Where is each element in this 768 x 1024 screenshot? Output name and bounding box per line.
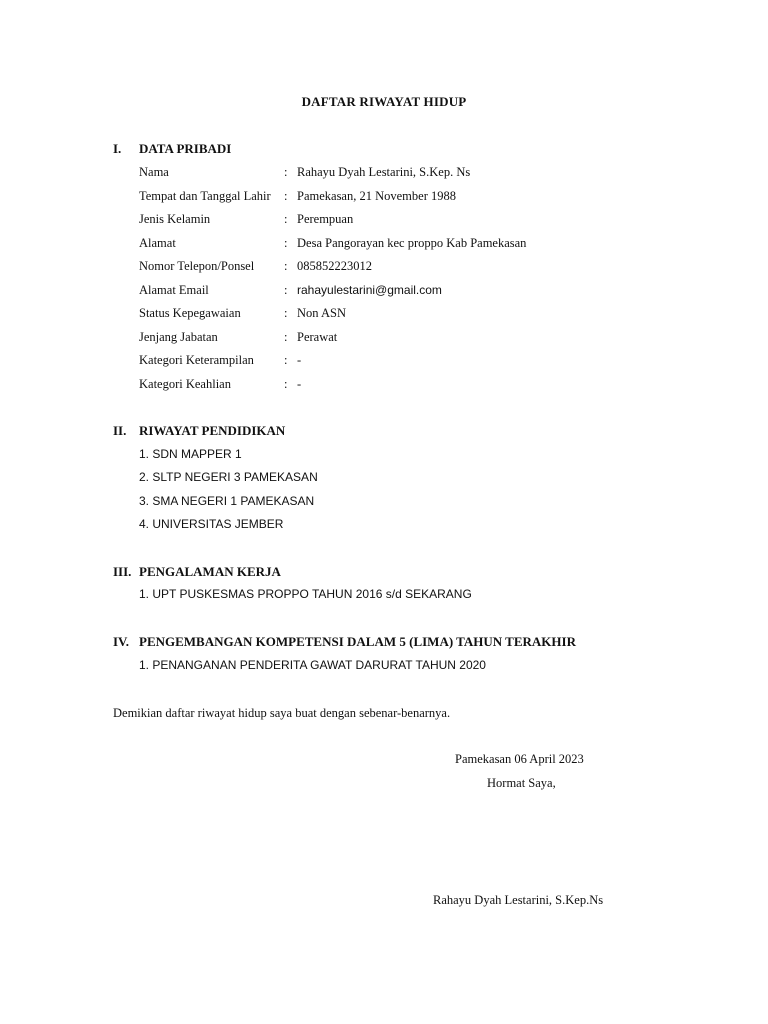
competency-item: 1. PENANGANAN PENDERITA GAWAT DARURAT TAHUN 2020	[139, 658, 486, 672]
field-row-name	[139, 165, 470, 180]
field-row-position	[139, 330, 337, 345]
field-value: Non ASN	[297, 306, 346, 320]
field-colon: :	[284, 165, 288, 179]
field-colon: :	[284, 377, 288, 391]
section-number: IV.	[113, 634, 130, 649]
field-value: Pamekasan, 21 November 1988	[297, 189, 456, 203]
section-number: III.	[113, 564, 132, 579]
email-value: rahayulestarini@gmail.com	[297, 283, 442, 297]
field-colon: :	[284, 306, 288, 320]
section-heading-personal	[113, 141, 231, 157]
field-label: Tempat dan Tanggal Lahir	[139, 189, 271, 203]
experience-item: 1. UPT PUSKESMAS PROPPO TAHUN 2016 s/d SEKARANG	[139, 587, 472, 601]
field-row-expertise-category	[139, 377, 301, 392]
field-label: Nama	[139, 165, 169, 179]
field-label: Kategori Keterampilan	[139, 353, 254, 367]
field-value: -	[297, 353, 302, 367]
closing-statement: Demikian daftar riwayat hidup saya buat dengan sebenar-benarnya.	[113, 706, 451, 720]
section-number: II.	[113, 423, 127, 438]
section-heading-competency	[113, 634, 576, 650]
section-title: RIWAYAT PENDIDIKAN	[139, 423, 286, 438]
field-value: Rahayu Dyah Lestarini, S.Kep. Ns	[297, 165, 471, 179]
field-label: Jenis Kelamin	[139, 212, 211, 226]
field-colon: :	[284, 283, 288, 297]
field-row-phone	[139, 259, 372, 274]
education-item: 1. SDN MAPPER 1	[139, 447, 242, 461]
document-title: DAFTAR RIWAYAT HIDUP	[301, 94, 467, 109]
section-number: I.	[113, 141, 122, 156]
field-label: Jenjang Jabatan	[139, 330, 218, 344]
section-title: DATA PRIBADI	[139, 141, 232, 156]
field-colon: :	[284, 259, 288, 273]
field-row-employment-status	[139, 306, 346, 321]
field-colon: :	[284, 212, 288, 226]
field-label: Nomor Telepon/Ponsel	[139, 259, 255, 273]
field-colon: :	[284, 236, 288, 250]
education-item: 2. SLTP NEGERI 3 PAMEKASAN	[139, 470, 318, 484]
field-colon: :	[284, 189, 288, 203]
field-value: -	[297, 377, 302, 391]
field-row-skill-category	[139, 353, 301, 368]
field-value: Perempuan	[297, 212, 354, 226]
regards: Hormat Saya,	[487, 776, 556, 790]
field-value: Perawat	[297, 330, 338, 344]
section-title: PENGALAMAN KERJA	[139, 564, 281, 579]
field-label: Kategori Keahlian	[139, 377, 231, 391]
field-colon: :	[284, 330, 288, 344]
field-value: Desa Pangorayan kec proppo Kab Pamekasan	[297, 236, 527, 250]
education-item: 3. SMA NEGERI 1 PAMEKASAN	[139, 494, 315, 508]
field-value: 085852223012	[297, 259, 372, 273]
place-date: Pamekasan 06 April 2023	[455, 752, 584, 766]
section-heading-experience	[113, 564, 281, 580]
field-label: Alamat	[139, 236, 176, 250]
section-title: PENGEMBANGAN KOMPETENSI DALAM 5 (LIMA) TAHUN TERAKHIR	[139, 634, 576, 649]
field-row-address	[139, 236, 526, 251]
section-heading-education	[113, 423, 285, 439]
field-row-email	[139, 283, 442, 298]
signer-name: Rahayu Dyah Lestarini, S.Kep.Ns	[433, 893, 604, 907]
field-colon: :	[284, 353, 288, 367]
education-item: 4. UNIVERSITAS JEMBER	[139, 517, 284, 531]
field-label: Status Kepegawaian	[139, 306, 241, 320]
field-row-birth	[139, 189, 456, 204]
field-row-gender	[139, 212, 353, 227]
field-label: Alamat Email	[139, 283, 209, 297]
